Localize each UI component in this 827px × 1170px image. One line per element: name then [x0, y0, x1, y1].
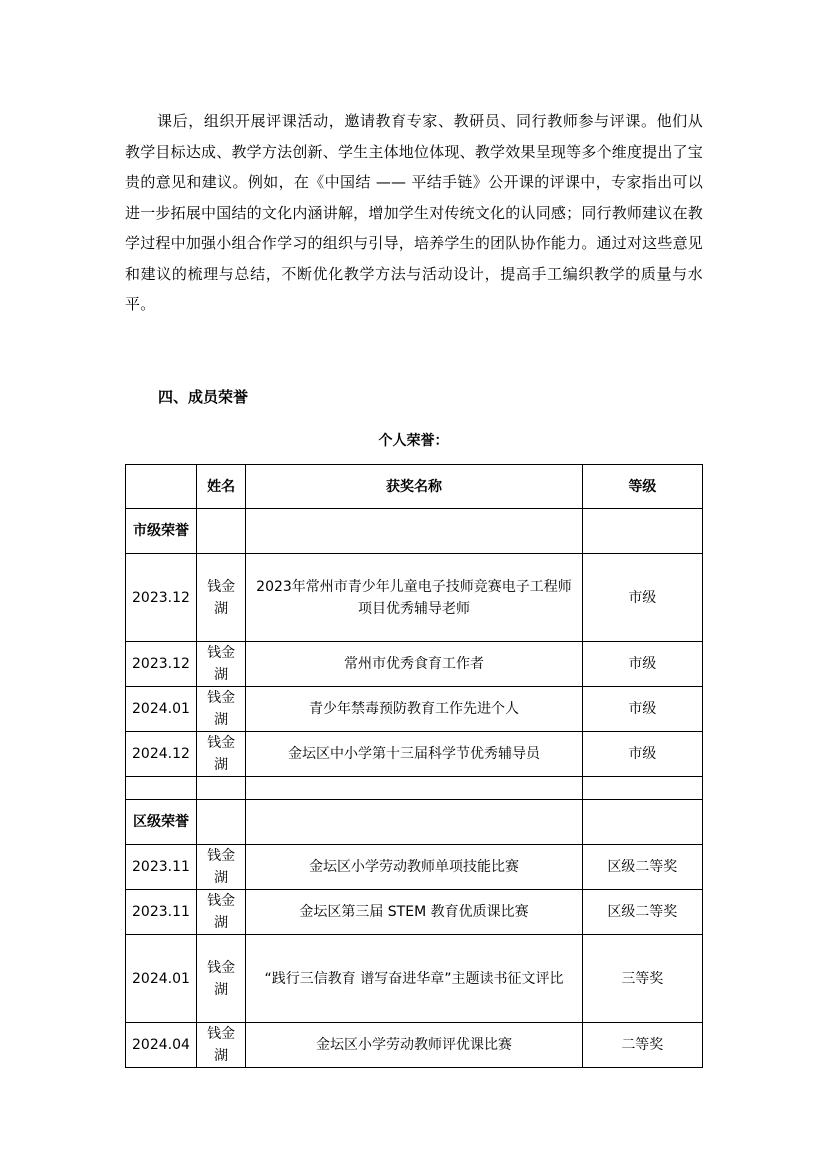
section-heading: 四、成员荣誉: [158, 388, 249, 406]
table-row: [126, 687, 703, 732]
cell-level: 区级二等奖: [582, 890, 702, 935]
cell-date: 2023.11: [126, 845, 197, 890]
cell-level: 市级: [582, 687, 702, 732]
table-caption: 个人荣誉：: [378, 433, 449, 449]
cell-date: 2024.04: [126, 1023, 197, 1068]
section-row-city: [126, 509, 703, 554]
honors-table: [125, 464, 703, 1068]
header-date: [126, 465, 197, 509]
cell-name: 钱金湖: [196, 642, 245, 687]
cell-name: 钱金湖: [196, 687, 245, 732]
cell-date: 2023.12: [126, 642, 197, 687]
cell-date: 2024.01: [126, 935, 197, 1023]
cell-level: 市级: [582, 554, 702, 642]
cell-date: 2024.12: [126, 732, 197, 777]
empty-cell: [196, 777, 245, 800]
body-paragraph: 课后，组织开展评课活动，邀请教育专家、教研员、同行教师参与评课。他们从教学目标达成、教学方法创新、学生主体地位体现、教学效果呈现等多个维度提出了宝贵的意见和建议。例如，在《中国结 —— 平结手链》公开课的评课中，专家指出可以进一步拓展中国结的文化内涵讲解，增加学生对传统文化的认同感；同行教师建议在教学过程中加强小组合作学习的组织与引导，培养学生的团队协作能力。通过对这些意见和建议的梳理与总结，不断优化教学方法与活动设计，提高手工编织教学的质量与水平。: [125, 112, 703, 313]
cell-level: 区级二等奖: [582, 845, 702, 890]
cell-award: 常州市优秀食育工作者: [246, 642, 582, 687]
cell-date: 2024.01: [126, 687, 197, 732]
table-row: [126, 935, 703, 1023]
table-row: [126, 554, 703, 642]
cell-award: 2023年常州市青少年儿童电子技师竞赛电子工程师项目优秀辅导老师: [246, 554, 582, 642]
table-row: [126, 732, 703, 777]
cell-name: 钱金湖: [196, 554, 245, 642]
cell-award: “践行三信教育 谱写奋进华章”主题读书征文评比: [246, 935, 582, 1023]
cell-award: 金坛区小学劳动教师单项技能比赛: [246, 845, 582, 890]
cell-date: 2023.12: [126, 554, 197, 642]
cell-name: 钱金湖: [196, 890, 245, 935]
empty-cell: [246, 509, 582, 554]
section-label-city: 市级荣誉: [126, 509, 197, 554]
cell-level: 三等奖: [582, 935, 702, 1023]
table-row: [126, 642, 703, 687]
header-level: 等级: [582, 465, 702, 509]
empty-cell: [582, 800, 702, 845]
cell-name: 钱金湖: [196, 935, 245, 1023]
cell-level: 二等奖: [582, 1023, 702, 1068]
cell-name: 钱金湖: [196, 845, 245, 890]
section-row-district: [126, 800, 703, 845]
empty-cell: [246, 777, 582, 800]
table-row: [126, 845, 703, 890]
section-label-district: 区级荣誉: [126, 800, 197, 845]
empty-cell: [582, 777, 702, 800]
header-award: 获奖名称: [246, 465, 582, 509]
cell-award: 金坛区第三届 STEM 教育优质课比赛: [246, 890, 582, 935]
cell-level: 市级: [582, 642, 702, 687]
empty-cell: [582, 509, 702, 554]
table-header-row: [126, 465, 703, 509]
spacer-row: [126, 777, 703, 800]
header-name: 姓名: [196, 465, 245, 509]
cell-date: 2023.11: [126, 890, 197, 935]
cell-level: 市级: [582, 732, 702, 777]
empty-cell: [196, 509, 245, 554]
cell-award: 金坛区中小学第十三届科学节优秀辅导员: [246, 732, 582, 777]
table-row: [126, 890, 703, 935]
empty-cell: [126, 777, 197, 800]
cell-name: 钱金湖: [196, 732, 245, 777]
cell-name: 钱金湖: [196, 1023, 245, 1068]
empty-cell: [196, 800, 245, 845]
cell-award: 青少年禁毒预防教育工作先进个人: [246, 687, 582, 732]
cell-award: 金坛区小学劳动教师评优课比赛: [246, 1023, 582, 1068]
table-row: [126, 1023, 703, 1068]
empty-cell: [246, 800, 582, 845]
